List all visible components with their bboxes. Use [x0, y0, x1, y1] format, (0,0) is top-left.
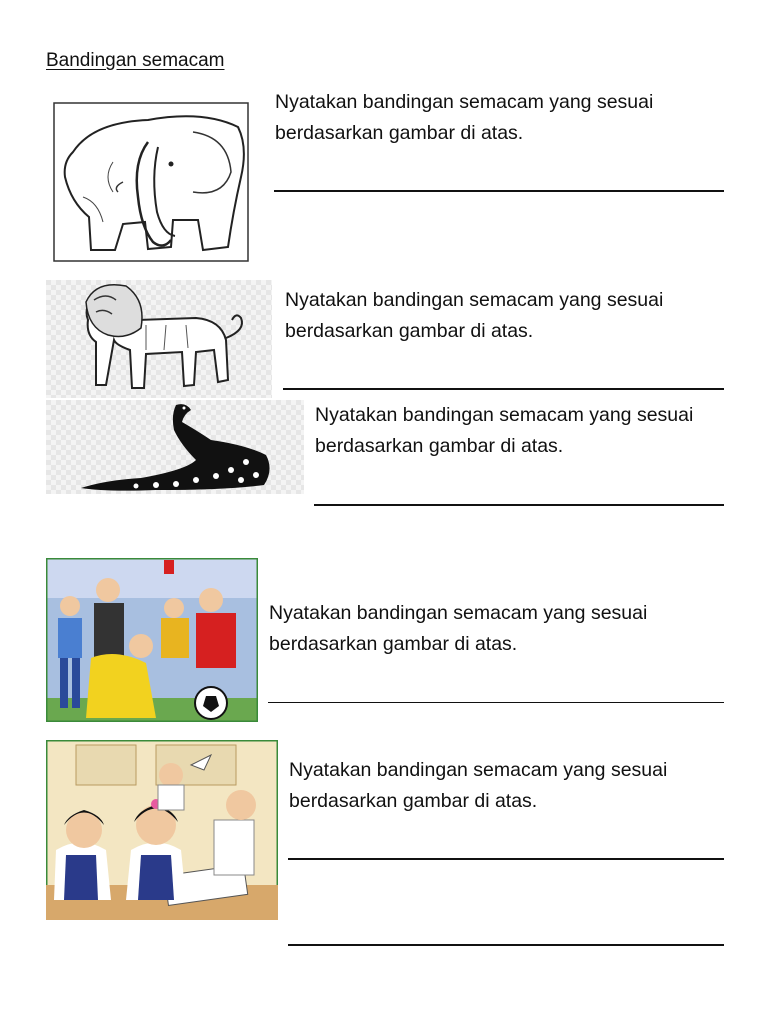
question-1-text: [275, 87, 653, 149]
question-2-line-2: berdasarkan gambar di atas.: [285, 320, 534, 342]
question-3-text: [315, 400, 693, 462]
answer-line-2[interactable]: [283, 388, 724, 390]
answer-line-3[interactable]: [314, 504, 724, 506]
question-2-text: [285, 285, 663, 347]
lion-image: [46, 280, 272, 398]
answer-line-1[interactable]: [274, 190, 724, 192]
answer-line-5b[interactable]: [288, 944, 724, 946]
question-4-line-2: berdasarkan gambar di atas.: [269, 633, 518, 655]
worksheet-title: Bandingan semacam: [46, 50, 225, 71]
question-3-line-2: berdasarkan gambar di atas.: [315, 435, 564, 457]
question-4-text: [269, 598, 647, 660]
question-5-line-1: Nyatakan bandingan semacam yang sesuai: [289, 759, 668, 781]
answer-line-4[interactable]: [268, 702, 724, 703]
question-5-text: [289, 755, 667, 817]
question-3-line-1: Nyatakan bandingan semacam yang sesuai: [315, 404, 694, 426]
elephant-image: [53, 102, 249, 262]
question-4-line-1: Nyatakan bandingan semacam yang sesuai: [269, 602, 648, 624]
question-1-line-2: berdasarkan gambar di atas.: [275, 122, 524, 144]
classroom-image: [46, 740, 278, 920]
question-1-line-1: Nyatakan bandingan semacam yang sesuai: [275, 91, 654, 113]
question-5-line-2: berdasarkan gambar di atas.: [289, 790, 538, 812]
question-2-line-1: Nyatakan bandingan semacam yang sesuai: [285, 289, 664, 311]
football-image: [46, 558, 258, 722]
answer-line-5a[interactable]: [288, 858, 724, 860]
peacock-image: [46, 400, 304, 494]
